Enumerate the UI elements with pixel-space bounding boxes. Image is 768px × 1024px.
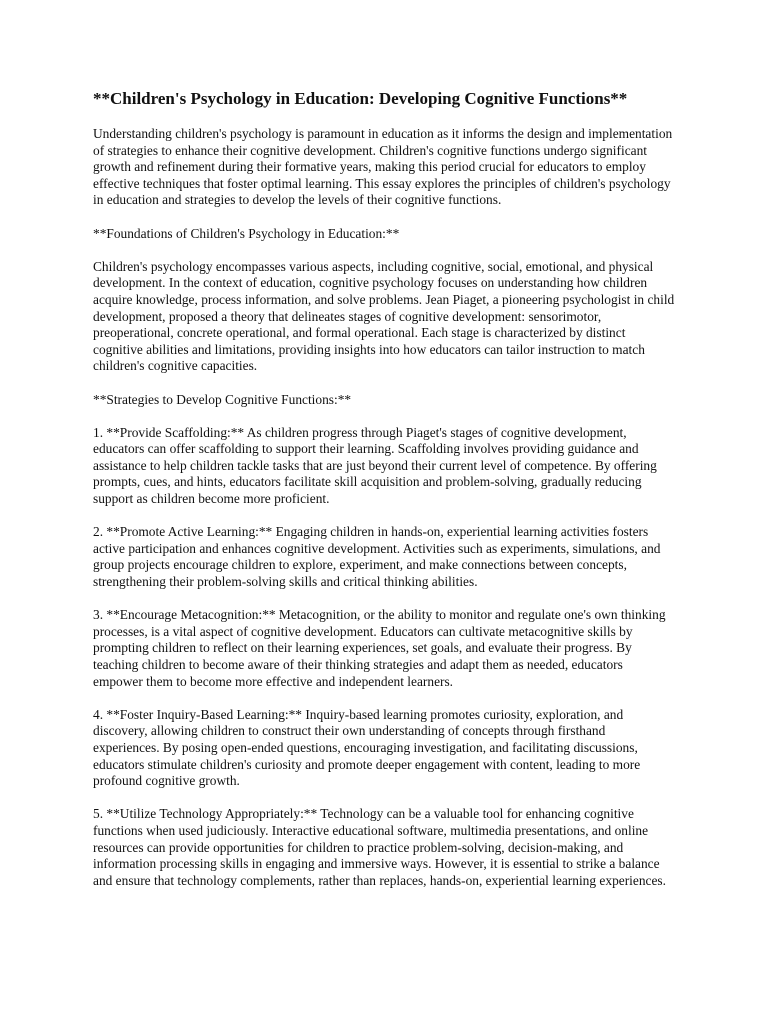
foundations-heading: **Foundations of Children's Psychology in Education:** bbox=[93, 225, 400, 241]
strategies-heading: **Strategies to Develop Cognitive Functions:** bbox=[93, 391, 352, 407]
intro-paragraph: Understanding children's psychology is paramount in education as it informs the design and implementation of strategies to enhance their cognitive development. Children's cognitive functions undergo significant growth and refinement during their formative years, making this period crucial for educators to employ effective techniques that foster optimal learning. This essay explores the principles of children's psychology in education and strategies to develop the levels of their cognitive functions. bbox=[93, 126, 673, 208]
document-page bbox=[93, 88, 675, 906]
strategy-item-metacognition: 3. **Encourage Metacognition:** Metacognition, or the ability to monitor and regulate one's own thinking processes, is a vital aspect of cognitive development. Educators can cultivate metacognitive skills by prompting children to reflect on their learning experiences, set goals, and evaluate their progress. By teaching children to become aware of their thinking strategies and adapt them as needed, educators empower them to become more effective and independent learners. bbox=[93, 607, 666, 689]
strategy-item-active-learning: 2. **Promote Active Learning:** Engaging children in hands-on, experiential learning activities fosters active participation and enhances cognitive development. Activities such as experiments, simulations, and group projects encourage children to explore, experiment, and make connections between concepts, strengthening their problem-solving skills and critical thinking abilities. bbox=[93, 524, 661, 590]
foundations-paragraph: Children's psychology encompasses various aspects, including cognitive, social, emotional, and physical development. In the context of education, cognitive psychology focuses on understanding how children acquire knowledge, process information, and solve problems. Jean Piaget, a pioneering psychologist in child development, proposed a theory that delineates stages of cognitive development: sensorimotor, preoperational, concrete operational, and formal operational. Each stage is characterized by distinct cognitive abilities and limitations, providing insights into how educators can tailor instruction to match children's cognitive capacities. bbox=[93, 258, 675, 374]
document-title: **Children's Psychology in Education: Developing Cognitive Functions** bbox=[93, 89, 628, 108]
strategy-item-technology: 5. **Utilize Technology Appropriately:** Technology can be a valuable tool for enhancing cognitive functions when used judiciously. Interactive educational software, multimedia presentations, and online resources can provide opportunities for children to practice problem-solving, decision-making, and information processing skills in engaging and immersive ways. However, it is essential to strike a balance and ensure that technology complements, rather than replaces, hands-on, experiential learning experiences. bbox=[93, 806, 666, 888]
strategy-item-scaffolding: 1. **Provide Scaffolding:** As children progress through Piaget's stages of cognitive development, educators can offer scaffolding to support their learning. Scaffolding involves providing guidance and assistance to help children tackle tasks that are just beyond their current level of competence. By offering prompts, cues, and hints, educators facilitate skill acquisition and problem-solving, gradually reducing support as children become more proficient. bbox=[93, 424, 657, 507]
strategy-item-inquiry-learning: 4. **Foster Inquiry-Based Learning:** Inquiry-based learning promotes curiosity, exploration, and discovery, allowing children to construct their own understanding of concepts through firsthand experiences. By posing open-ended questions, encouraging investigation, and facilitating discussions, educators stimulate children's curiosity and promote deeper engagement with content, leading to more profound cognitive growth. bbox=[93, 706, 641, 789]
